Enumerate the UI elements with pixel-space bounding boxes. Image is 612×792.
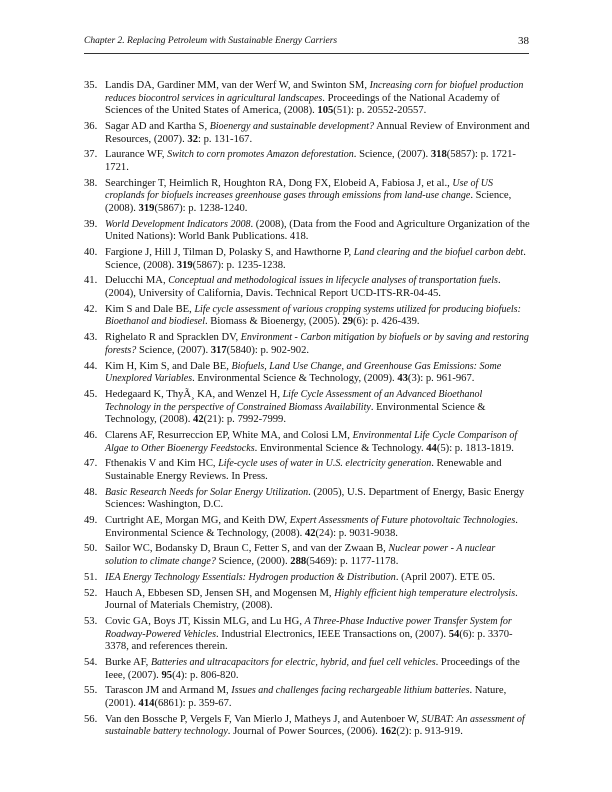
reference-segment: . Journal of Power Sources, (2006). [227, 726, 381, 738]
reference-number: 48. [84, 486, 98, 498]
reference-item [84, 714, 530, 739]
reference-segment: Laurance WF, [105, 149, 168, 161]
reference-volume: 43 [397, 373, 408, 385]
reference-volume: 44 [426, 442, 437, 454]
reference-number: 36. [84, 120, 98, 132]
reference-volume: 105 [317, 105, 334, 117]
reference-item [84, 275, 530, 300]
reference-volume: 32 [187, 133, 198, 145]
reference-text [105, 121, 530, 145]
page-number: 38 [518, 35, 529, 47]
reference-volume: 42 [304, 527, 316, 539]
reference-volume: 54 [448, 628, 460, 640]
reference-segment: . Proceedings of the Ieee, (2007). [105, 656, 520, 681]
reference-title: Use of US croplands for biofuels increases greenhouse gases through emissions from land-use change [105, 177, 493, 202]
reference-segment: Fargione J, Hill J, Tilman D, Polasky S, and Hawthorne P, [105, 247, 354, 259]
reference-item [84, 616, 530, 654]
reference-title: Land clearing and the biofuel carbon debt [353, 247, 524, 259]
reference-item [84, 121, 530, 146]
reference-segment: Tarascon JM and Armand M, [105, 685, 232, 697]
reference-text [105, 275, 501, 299]
reference-volume: 29 [342, 316, 354, 328]
reference-title: Expert Assessments of Future photovoltaic Technologies [289, 515, 516, 527]
reference-number: 56. [84, 713, 98, 725]
reference-number: 39. [84, 218, 98, 230]
reference-number: 43. [84, 332, 98, 344]
reference-title: SUBAT: An assessment of sustainable battery technology [105, 713, 525, 738]
reference-text [105, 430, 517, 454]
reference-text [105, 588, 518, 612]
reference-segment: (6): p. 426-439. [353, 316, 420, 328]
reference-text [105, 219, 530, 243]
reference-title: World Development Indicators 2008 [105, 218, 251, 230]
reference-volume: 414 [138, 697, 155, 709]
reference-title: Basic Research Needs for Solar Energy Utilization [105, 486, 309, 498]
reference-volume: 319 [176, 259, 193, 271]
reference-segment: (3): p. 961-967. [407, 373, 475, 385]
reference-title: Environment - Carbon mitigation by biofuels or by saving and restoring forests? [105, 332, 529, 356]
reference-item [84, 389, 530, 427]
reference-segment: . Environmental Science & Technology, (2008). [105, 515, 518, 539]
reference-text [105, 389, 486, 425]
reference-segment: Science, (2000). [215, 556, 291, 567]
reference-volume: 288 [290, 556, 307, 567]
reference-number: 44. [84, 360, 98, 372]
reference-segment: (6): p. 3370-3378, and references therein. [105, 628, 513, 653]
reference-segment: . Nature, (2001). [105, 685, 507, 709]
reference-text [105, 332, 529, 356]
reference-title: Biofuels, Land Use Change, and Greenhouse Gas Emissions: Some Unexplored Variables [105, 360, 502, 385]
reference-number: 38. [84, 177, 98, 189]
reference-segment: Sailor WC, Bodansky D, Braun C, Fetter S, and van der Zwaan B, [105, 543, 389, 555]
reference-item [84, 304, 530, 329]
reference-item [84, 685, 530, 710]
reference-title: Environmental Life Cycle Comparison of Algae to Other Bioenergy Feedstocks [105, 429, 518, 454]
reference-text [105, 515, 518, 539]
reference-item [84, 515, 530, 540]
reference-segment: Fthenakis V and Kim HC, [105, 458, 219, 470]
reference-title: Life-cycle uses of water in U.S. electricity generation [218, 458, 432, 470]
reference-title: Issues and challenges facing rechargeable lithium batteries [231, 685, 470, 697]
reference-text [105, 178, 511, 214]
reference-segment: Kim S and Dale BE, [105, 303, 195, 315]
reference-title: IEA Energy Technology Essentials: Hydrogen production & Distribution [105, 571, 396, 583]
reference-segment: Hauch A, Ebbesen SD, Jensen SH, and Mogensen M, [105, 587, 335, 599]
reference-text [105, 572, 495, 583]
reference-title: Switch to corn promotes Amazon deforestation [167, 149, 354, 161]
reference-segment: Clarens AF, Resurreccion EP, White MA, and Colosi LM, [105, 429, 353, 441]
reference-volume: 95 [161, 669, 173, 681]
reference-segment: Searchinger T, Heimlich R, Houghton RA, Dong FX, Elobeid A, Fabiosa J, et al., [105, 177, 453, 189]
reference-number: 53. [84, 615, 98, 627]
reference-number: 51. [84, 571, 98, 583]
reference-segment: (5857): p. 1721-1721. [105, 149, 516, 173]
reference-item [84, 430, 530, 455]
reference-item [84, 149, 530, 174]
reference-segment: . Environmental Science & Technology. [254, 442, 427, 454]
reference-text [105, 304, 521, 328]
reference-title: Life cycle assessment of various cropping systems utilized for producing biofuels: Bioethanol and biodiesel [105, 303, 521, 328]
reference-text [105, 361, 501, 385]
reference-segment: . (2005), U.S. Department of Energy, Basic Energy Sciences: Washington, D.C. [105, 486, 525, 511]
reference-segment: Curtright AE, Morgan MG, and Keith DW, [105, 515, 290, 527]
reference-number: 46. [84, 429, 98, 441]
reference-item [84, 332, 530, 357]
reference-text [105, 685, 506, 709]
reference-segment: Annual Review of Environment and Resources, (2007). [105, 120, 530, 145]
reference-number: 49. [84, 515, 98, 527]
reference-item [84, 247, 530, 272]
reference-segment: Delucchi MA, [105, 275, 169, 287]
reference-segment: . (2004), University of California, Davis. Technical Report UCD-ITS-RR-04-45. [105, 275, 501, 300]
reference-segment: . (2008), (Data from the Food and Agriculture Organization of the United Nations): World Bank Publications. 418. [105, 218, 530, 243]
reference-segment: (21): p. 7992-7999. [203, 414, 286, 426]
reference-segment: (51): p. 20552-20557. [333, 105, 427, 117]
reference-segment: (5867): p. 1238-1240. [154, 202, 248, 214]
reference-segment: . Renewable and Sustainable Energy Reviews. In Press. [105, 458, 502, 482]
reference-segment: . Journal of Materials Chemistry, (2008). [105, 587, 518, 612]
reference-item [84, 543, 530, 568]
reference-segment: (5469): p. 1177-1178. [306, 556, 399, 567]
reference-text [105, 80, 523, 116]
reference-text [105, 657, 520, 681]
reference-segment: Burke AF, [105, 656, 151, 668]
reference-segment: . (April 2007). ETE 05. [395, 571, 495, 583]
reference-segment: . Science, (2008). [105, 247, 526, 271]
reference-segment: : p. 131-167. [197, 133, 253, 145]
reference-segment: Kim H, Kim S, and Dale BE, [105, 360, 232, 372]
reference-title: A Three-Phase Inductive power Transfer System for Roadway-Powered Vehicles [105, 615, 512, 640]
reference-segment: . Environmental Science & Technology, (2009). [192, 373, 398, 385]
reference-segment: Righelato R and Spracklen DV, [105, 332, 241, 344]
reference-item [84, 361, 530, 386]
reference-number: 54. [84, 656, 98, 668]
reference-title: Conceptual and methodological issues in lifecycle analyses of transportation fuels [168, 275, 498, 287]
reference-list [84, 80, 530, 742]
reference-text [105, 616, 513, 652]
reference-segment: Landis DA, Gardiner MM, van der Werf W, and Swinton SM, [105, 80, 370, 91]
reference-text [105, 149, 516, 173]
reference-segment: (5): p. 1813-1819. [436, 442, 514, 454]
reference-number: 37. [84, 149, 98, 161]
reference-title: Highly efficient high temperature electrolysis [334, 587, 516, 599]
reference-volume: 162 [380, 726, 397, 738]
reference-segment: . Industrial Electronics, IEEE Transactions on, (2007). [216, 628, 449, 640]
reference-title: Nuclear power - A nuclear solution to climate change? [105, 543, 496, 567]
reference-text [105, 714, 525, 738]
reference-segment: (6861): p. 359-67. [154, 697, 232, 709]
reference-item [84, 657, 530, 682]
reference-segment: (2): p. 913-919. [396, 726, 463, 738]
reference-segment: (4): p. 806-820. [172, 669, 239, 681]
reference-item [84, 80, 530, 118]
reference-number: 50. [84, 543, 98, 555]
reference-segment: Science, (2007). [136, 344, 211, 356]
reference-volume: 317 [210, 344, 227, 356]
reference-segment: . Science, (2007). [353, 149, 431, 161]
reference-segment: . Proceedings of the National Academy of Sciences of the United States of America, (2008). [105, 92, 500, 117]
reference-number: 42. [84, 303, 98, 315]
reference-item [84, 219, 530, 244]
reference-title: Bioenergy and sustainable development? [209, 120, 375, 132]
reference-segment: Hedegaard K, ThyÃ¸ KA, and Wenzel H, [105, 388, 283, 400]
running-header [84, 35, 529, 54]
reference-number: 52. [84, 587, 98, 599]
reference-number: 45. [84, 388, 98, 400]
reference-segment: Covic GA, Boys JT, Kissin MLG, and Lu HG, [105, 615, 305, 627]
reference-number: 41. [84, 275, 98, 287]
reference-text [105, 543, 495, 567]
reference-number: 35. [84, 80, 98, 91]
reference-item [84, 178, 530, 216]
reference-segment: (24): p. 9031-9038. [315, 527, 398, 539]
reference-segment: . Biomass & Bioenergy, (2005). [205, 316, 343, 328]
reference-title: Batteries and ultracapacitors for electric, hybrid, and fuel cell vehicles [150, 656, 436, 668]
reference-segment: Sagar AD and Kartha S, [105, 120, 210, 132]
reference-text [105, 458, 502, 482]
reference-text [105, 487, 524, 511]
reference-segment: . Environmental Science & Technology, (2008). [105, 401, 486, 426]
reference-text [105, 247, 526, 271]
reference-title: Life Cycle Assessment of an Advanced Bioethanol Technology in the perspective of Constrained Biomass Availability [105, 388, 483, 413]
reference-item [84, 487, 530, 512]
reference-segment: . Science, (2008). [105, 190, 512, 214]
reference-volume: 42 [193, 414, 204, 426]
reference-number: 40. [84, 247, 98, 259]
reference-number: 55. [84, 685, 98, 697]
chapter-title: Chapter 2. Replacing Petroleum with Sustainable Energy Carriers [84, 36, 338, 46]
reference-segment: (5840): p. 902-902. [226, 344, 310, 356]
reference-item [84, 458, 530, 483]
reference-segment: (5867): p. 1235-1238. [192, 259, 286, 271]
reference-volume: 319 [138, 202, 155, 214]
reference-number: 47. [84, 458, 98, 470]
reference-title: Increasing corn for biofuel production reduces biocontrol services in agricultural landscapes [105, 80, 524, 104]
reference-segment: Van den Bossche P, Vergels F, Van Mierlo J, Matheys J, and Autenboer W, [105, 713, 422, 725]
reference-volume: 318 [430, 149, 447, 161]
reference-item [84, 572, 530, 585]
reference-item [84, 588, 530, 613]
